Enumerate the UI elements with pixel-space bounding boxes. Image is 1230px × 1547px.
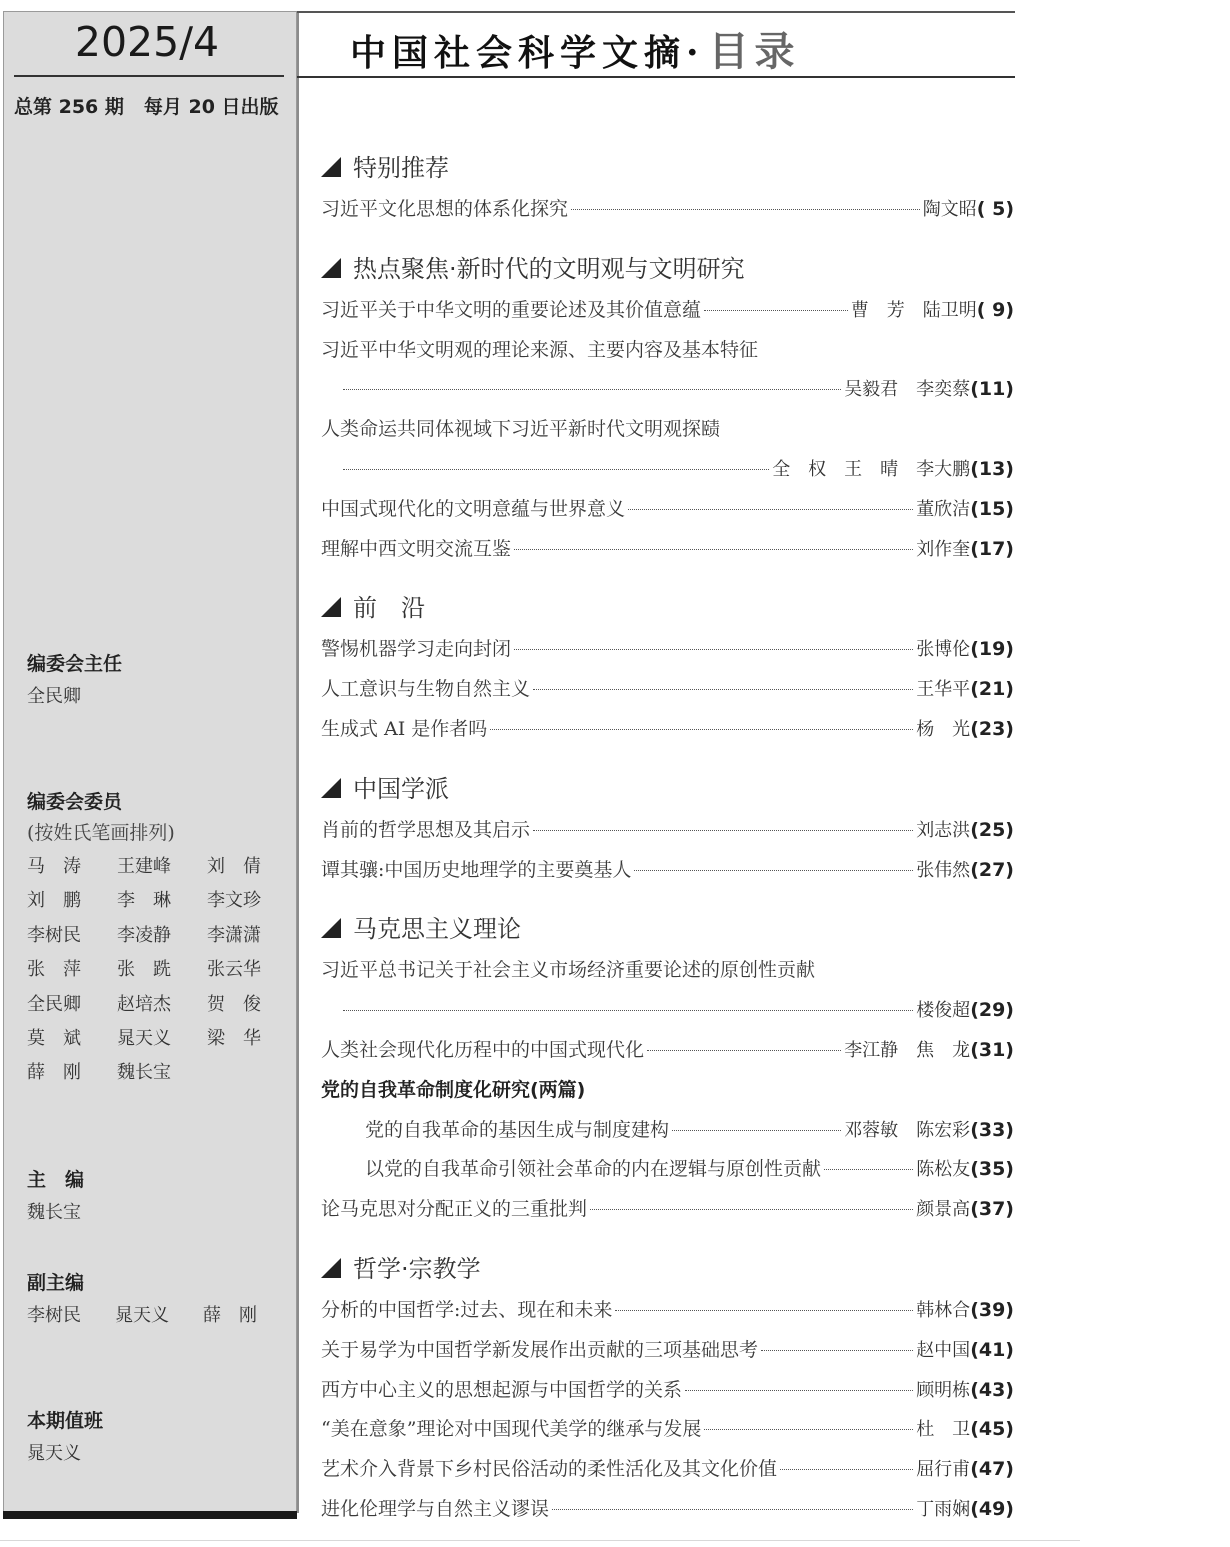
member-name: 王建峰 — [117, 856, 171, 877]
article-authors: 赵中国 — [916, 1339, 971, 1361]
page-number: (25) — [970, 818, 1014, 841]
dot-leader — [672, 1129, 841, 1131]
page-number: ( 5) — [976, 198, 1014, 220]
toc-entry[interactable] — [321, 851, 1014, 891]
article-title: 生成式 AI 是作者吗 — [321, 717, 488, 740]
dot-leader — [490, 728, 913, 730]
editorial-chair-name: 全民卿 — [27, 686, 81, 707]
member-name: 梁 华 — [207, 1028, 261, 1050]
toc-section — [321, 247, 1014, 570]
dot-leader — [761, 1349, 913, 1351]
section-title: 中国学派 — [353, 774, 449, 803]
page-number: (35) — [970, 1158, 1014, 1181]
header-top-rule — [297, 11, 1015, 13]
article-title: 西方中心主义的思想起源与中国哲学的关系 — [321, 1378, 683, 1401]
triangle-marker-icon — [321, 597, 341, 617]
dot-leader — [343, 388, 841, 390]
editorial-members-label: 编委会委员 — [27, 791, 123, 813]
dot-leader — [628, 508, 913, 510]
article-authors: 邓蓉敏 陈宏彩 — [844, 1119, 971, 1141]
article-title: 分析的中国哲学:过去、现在和未来 — [321, 1298, 613, 1321]
article-title: 理解中西文明交流互鉴 — [321, 537, 512, 560]
page-title — [350, 20, 801, 77]
toc-entry-author-line[interactable] — [321, 991, 1014, 1031]
deputy-editor-name: 薛 刚 — [203, 1305, 257, 1326]
toc-entry[interactable] — [321, 1190, 1014, 1230]
section-heading — [321, 247, 1014, 291]
dot-leader — [704, 309, 848, 311]
toc-label: 目录 — [708, 29, 801, 75]
toc-entry[interactable] — [321, 1450, 1014, 1490]
dot-leader — [590, 1208, 913, 1210]
toc-entry-title-line[interactable] — [321, 951, 1014, 991]
toc-entry-author-line[interactable] — [321, 370, 1014, 410]
article-title: 关于易学为中国哲学新发展作出贡献的三项基础思考 — [321, 1338, 759, 1361]
article-title: 习近平中华文明观的理论来源、主要内容及基本特征 — [321, 338, 759, 361]
header-bottom-rule — [297, 76, 1015, 78]
page-number: (49) — [970, 1497, 1014, 1520]
article-authors: 李江静 焦 龙 — [844, 1039, 971, 1061]
toc-entry[interactable] — [321, 1150, 1014, 1190]
member-name: 李树民 — [27, 924, 81, 946]
dot-leader — [343, 468, 769, 470]
duty-editor-label: 本期值班 — [27, 1410, 104, 1432]
page-number: (45) — [970, 1418, 1014, 1441]
dot-leader — [780, 1468, 913, 1470]
total-issue: 总第 256 期 — [14, 96, 124, 118]
dot-leader — [514, 548, 913, 550]
dot-leader — [343, 1009, 913, 1011]
page-number: (21) — [970, 678, 1014, 701]
article-title: 以党的自我革命引领社会革命的内在逻辑与原创性贡献 — [365, 1158, 822, 1181]
deputy-editor-names — [27, 1299, 277, 1333]
article-title: 人类社会现代化历程中的中国式现代化 — [321, 1038, 645, 1061]
page-number: (15) — [970, 497, 1014, 520]
article-authors: 杜 卫 — [916, 1419, 971, 1441]
article-authors: 张伟然 — [916, 859, 971, 881]
article-title: 警惕机器学习走向封闭 — [321, 638, 512, 661]
section-heading — [321, 907, 1014, 951]
sidebar-divider — [14, 75, 284, 77]
issue-info — [14, 92, 279, 119]
article-title: 习近平文化思想的体系化探究 — [321, 198, 569, 220]
toc-entry[interactable] — [321, 1111, 1014, 1151]
toc-entry[interactable] — [321, 490, 1014, 530]
article-title: 习近平关于中华文明的重要论述及其价值意蕴 — [321, 298, 702, 321]
member-name: 贺 俊 — [207, 993, 261, 1015]
article-title: 习近平总书记关于社会主义市场经济重要论述的原创性贡献 — [321, 959, 816, 982]
toc-section — [321, 767, 1014, 891]
duty-editor-name: 晁天义 — [27, 1443, 81, 1464]
deputy-editor-name: 晁天义 — [115, 1305, 169, 1326]
page-number: (23) — [970, 717, 1014, 740]
dot-leader — [514, 648, 913, 650]
toc-entry[interactable] — [321, 630, 1014, 670]
page-number: (29) — [970, 999, 1014, 1022]
triangle-marker-icon — [321, 1258, 341, 1278]
article-authors: 楼俊超 — [916, 1000, 971, 1022]
publish-date: 每月 20 日出版 — [143, 96, 279, 118]
page-number: (43) — [970, 1378, 1014, 1401]
toc-section — [321, 1247, 1014, 1530]
sidebar-bottom-bar — [3, 1511, 297, 1519]
page-number: (37) — [970, 1198, 1014, 1221]
page-number: (47) — [970, 1458, 1014, 1481]
article-authors: 刘作奎 — [916, 538, 971, 560]
article-title: 谭其骧:中国历史地理学的主要奠基人 — [321, 858, 632, 881]
group-title: 党的自我革命制度化研究(两篇) — [321, 1078, 586, 1101]
page-number: ( 9) — [976, 298, 1014, 321]
toc-entry[interactable] — [321, 1291, 1014, 1331]
page-number: (13) — [970, 457, 1014, 480]
issue-year: 2025/4 — [74, 18, 220, 66]
toc-entry[interactable] — [321, 530, 1014, 570]
magazine-name: 中国社会科学文摘 — [350, 32, 687, 74]
member-name: 晁天义 — [117, 1028, 171, 1050]
article-authors: 韩林合 — [916, 1299, 971, 1321]
article-authors: 全 权 王 晴 李大鹏 — [772, 458, 971, 480]
member-name: 李 琳 — [117, 890, 171, 912]
deputy-editor-block — [27, 1269, 277, 1333]
editorial-members-note: (按姓氏笔画排列) — [27, 822, 175, 844]
member-name: 李文珍 — [207, 890, 261, 912]
toc-group-heading[interactable] — [321, 1071, 1014, 1111]
article-authors: 刘志洪 — [916, 819, 971, 841]
section-title: 马克思主义理论 — [353, 915, 521, 944]
title-separator: · — [686, 32, 705, 74]
triangle-marker-icon — [321, 157, 341, 177]
article-authors: 曹 芳 陆卫明 — [850, 299, 977, 321]
dot-leader — [533, 829, 913, 831]
chief-editor-label: 主 编 — [27, 1169, 85, 1191]
section-title: 哲学·宗教学 — [353, 1254, 481, 1283]
triangle-marker-icon — [321, 778, 341, 798]
member-name: 全民卿 — [27, 993, 81, 1015]
article-title: 论马克思对分配正义的三重批判 — [321, 1198, 588, 1221]
triangle-marker-icon — [321, 258, 341, 278]
member-name: 张 萍 — [27, 959, 81, 981]
article-title: 人工意识与生物自然主义 — [321, 678, 531, 701]
editorial-chair-label: 编委会主任 — [27, 653, 123, 675]
toc-entry[interactable] — [321, 811, 1014, 851]
section-title: 特别推荐 — [353, 154, 449, 182]
table-of-contents — [321, 146, 1014, 1547]
dot-leader — [634, 869, 913, 871]
article-authors: 杨 光 — [916, 718, 971, 740]
member-name: 薛 刚 — [27, 1062, 81, 1084]
page-number: (39) — [970, 1298, 1014, 1321]
deputy-editor-label: 副主编 — [27, 1272, 85, 1294]
page-bottom-line — [0, 1540, 1080, 1541]
article-authors: 董欣洁 — [916, 498, 971, 520]
dot-leader — [533, 688, 913, 690]
chief-editor-block — [27, 1166, 277, 1230]
toc-entry-title-line[interactable] — [321, 410, 1014, 450]
page-number: (27) — [970, 858, 1014, 881]
dot-leader — [824, 1168, 913, 1170]
member-name: 张 跣 — [117, 959, 171, 981]
toc-entry[interactable] — [321, 710, 1014, 750]
dot-leader — [615, 1309, 913, 1311]
member-name: 赵培杰 — [117, 993, 171, 1015]
member-name: 刘 倩 — [207, 856, 261, 877]
article-title: 党的自我革命的基因生成与制度建构 — [365, 1118, 670, 1141]
section-title: 前 沿 — [353, 594, 425, 623]
article-title: 进化伦理学与自然主义谬误 — [321, 1497, 550, 1520]
article-title: 人类命运共同体视域下习近平新时代文明观探赜 — [321, 418, 721, 441]
member-name: 刘 鹏 — [27, 890, 81, 912]
article-authors: 颜景高 — [916, 1199, 971, 1221]
article-authors: 张博伦 — [916, 639, 971, 661]
section-heading — [321, 1247, 1014, 1291]
article-authors: 丁雨娴 — [916, 1498, 971, 1520]
member-name: 张云华 — [207, 959, 261, 981]
duty-editor-block — [27, 1407, 277, 1471]
article-title: 艺术介入背景下乡村民俗活动的柔性活化及其文化价值 — [321, 1458, 778, 1481]
article-authors: 屈行甫 — [916, 1459, 971, 1481]
article-authors: 陶文昭 — [922, 199, 977, 220]
page-number: (33) — [970, 1118, 1014, 1141]
editorial-chair-block — [27, 650, 277, 714]
toc-section — [321, 907, 1014, 1230]
toc-section — [321, 586, 1014, 749]
chief-editor-name: 魏长宝 — [27, 1202, 81, 1223]
article-authors: 吴毅君 李奕蔡 — [844, 379, 971, 401]
page-number: (31) — [970, 1038, 1014, 1061]
article-authors: 顾明栋 — [916, 1379, 971, 1401]
toc-entry-title-line[interactable] — [321, 331, 1014, 371]
editorial-members-block — [27, 788, 277, 1091]
toc-entry[interactable] — [321, 1031, 1014, 1071]
deputy-editor-name: 李树民 — [27, 1305, 81, 1326]
toc-entry[interactable] — [321, 291, 1014, 331]
member-grid — [27, 850, 277, 1091]
dot-leader — [552, 1508, 913, 1510]
toc-entry[interactable] — [321, 1371, 1014, 1411]
page-number: (19) — [970, 638, 1014, 661]
member-name: 李凌静 — [117, 924, 171, 946]
section-heading — [321, 586, 1014, 630]
article-title: 肖前的哲学思想及其启示 — [321, 818, 531, 841]
toc-entry[interactable] — [321, 1331, 1014, 1371]
page-number: (17) — [970, 537, 1014, 560]
article-authors: 王华平 — [916, 679, 971, 701]
article-title: 中国式现代化的文明意蕴与世界意义 — [321, 497, 626, 520]
toc-entry[interactable] — [321, 190, 1014, 230]
page-number: (11) — [970, 378, 1014, 401]
toc-entry[interactable] — [321, 670, 1014, 710]
toc-entry[interactable] — [321, 1490, 1014, 1530]
article-authors: 陈松友 — [916, 1159, 971, 1181]
dot-leader — [685, 1389, 913, 1391]
toc-entry-author-line[interactable] — [321, 450, 1014, 490]
member-name: 莫 斌 — [27, 1028, 81, 1050]
article-title: “美在意象”理论对中国现代美学的继承与发展 — [321, 1418, 702, 1441]
triangle-marker-icon — [321, 918, 341, 938]
member-name: 李潇潇 — [207, 924, 261, 946]
member-name: 魏长宝 — [117, 1062, 171, 1084]
toc-section — [321, 146, 1014, 230]
section-title: 热点聚焦·新时代的文明观与文明研究 — [353, 254, 745, 283]
member-name: 马 涛 — [27, 856, 81, 877]
page-number: (41) — [970, 1338, 1014, 1361]
toc-entry[interactable] — [321, 1410, 1014, 1450]
section-heading — [321, 146, 1014, 190]
dot-leader — [704, 1428, 913, 1430]
section-heading — [321, 767, 1014, 811]
dot-leader — [647, 1049, 841, 1051]
dot-leader — [571, 208, 920, 210]
